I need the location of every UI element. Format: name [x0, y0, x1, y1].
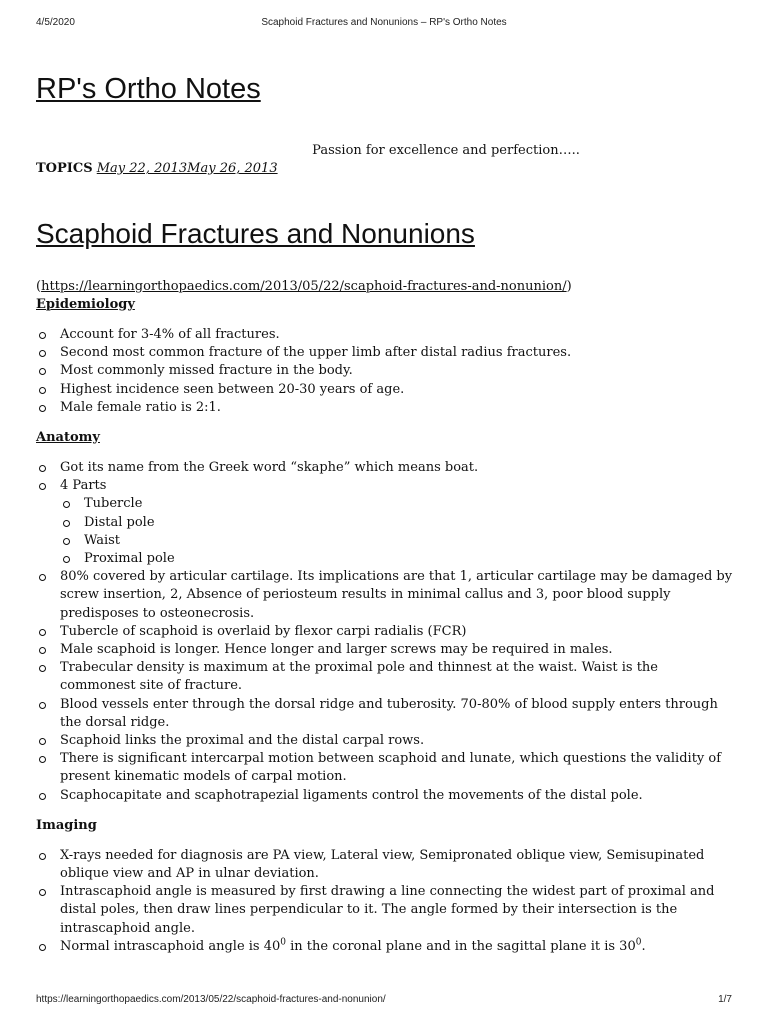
epidemiology-heading: Epidemiology — [36, 297, 135, 312]
source-link-line — [36, 278, 736, 296]
print-page-title: Scaphoid Fractures and Nonunions – RP's Ortho Notes — [261, 17, 507, 28]
list-item: Most commonly missed fracture in the body. — [36, 362, 736, 380]
degree-sup: 0 — [635, 937, 642, 948]
list-item: Account for 3-4% of all fractures. — [36, 326, 736, 344]
list-item: Intrascaphoid angle is measured by first drawing a line connecting the widest part of proximal and distal poles, then draw lines perpendicular to it. The angle formed by their intersection is the intrascaphoid angle. — [36, 883, 736, 938]
parts-list — [60, 495, 736, 568]
list-item: 80% covered by articular cartilage. Its implications are that 1, articular cartilage may be damaged by screw insertion, 2, Absence of periosteum results in minimal callus and 3, poor blood supply predisposes to osteonecrosis. — [36, 568, 736, 623]
post-meta — [36, 160, 736, 178]
list-item: X-rays needed for diagnosis are PA view, Lateral view, Semipronated oblique view, Semisupinated oblique view and AP in ulnar deviation. — [36, 847, 736, 883]
post-title: Scaphoid Fractures and Nonunions — [36, 218, 475, 249]
site-title-link[interactable]: RP's Ortho Notes — [36, 73, 261, 105]
angle-text-3: . — [641, 938, 646, 954]
list-item: Highest incidence seen between 20-30 years of age. — [36, 381, 736, 399]
list-item: Distal pole — [60, 514, 736, 532]
parts-label: 4 Parts — [60, 478, 107, 494]
list-item: Blood vessels enter through the dorsal ridge and tuberosity. 70-80% of blood supply enters through the dorsal ridge. — [36, 696, 736, 732]
page-content — [36, 70, 736, 968]
list-item: Proximal pole — [60, 550, 736, 568]
print-page-number: 1/7 — [718, 994, 732, 1005]
imaging-heading: Imaging — [36, 817, 97, 833]
list-item: Tubercle of scaphoid is overlaid by flexor carpi radialis (FCR) — [36, 623, 736, 641]
source-url-link[interactable]: https://learningorthopaedics.com/2013/05/22/scaphoid-fractures-and-nonunion/ — [41, 279, 567, 294]
degree-sup: 0 — [280, 937, 287, 948]
source-close-paren: ) — [566, 279, 572, 294]
list-item: Male scaphoid is longer. Hence longer and larger screws may be required in males. — [36, 641, 736, 659]
list-item: Waist — [60, 532, 736, 550]
list-item — [36, 477, 736, 568]
anatomy-list — [36, 459, 736, 805]
print-footer-url: https://learningorthopaedics.com/2013/05/22/scaphoid-fractures-and-nonunion/ — [36, 994, 386, 1005]
angle-text-1: Normal intrascaphoid angle is 40 — [60, 938, 281, 954]
anatomy-heading: Anatomy — [36, 430, 100, 446]
site-tagline: Passion for excellence and perfection….. — [312, 143, 580, 158]
list-item: There is significant intercarpal motion between scaphoid and lunate, which questions the validity of present kinematic models of carpal motion. — [36, 750, 736, 786]
print-date: 4/5/2020 — [36, 17, 75, 28]
list-item: Male female ratio is 2:1. — [36, 399, 736, 417]
list-item: Tubercle — [60, 495, 736, 513]
source-open-paren: ( — [36, 279, 42, 294]
list-item: Scaphocapitate and scaphotrapezial ligaments control the movements of the distal pole. — [36, 787, 736, 805]
epidemiology-list — [36, 326, 736, 417]
post-date-link[interactable]: May 22, 2013May 26, 2013 — [96, 161, 278, 176]
list-item — [36, 938, 736, 956]
list-item: Second most common fracture of the upper limb after distal radius fractures. — [36, 344, 736, 362]
topics-link[interactable]: TOPICS — [36, 161, 93, 176]
list-item: Got its name from the Greek word “skaphe” which means boat. — [36, 459, 736, 477]
angle-text-2: in the coronal plane and in the sagittal plane it is 30 — [286, 938, 636, 954]
list-item: Trabecular density is maximum at the proximal pole and thinnest at the waist. Waist is the commonest site of fracture. — [36, 659, 736, 695]
list-item: Scaphoid links the proximal and the distal carpal rows. — [36, 732, 736, 750]
imaging-list — [36, 847, 736, 956]
